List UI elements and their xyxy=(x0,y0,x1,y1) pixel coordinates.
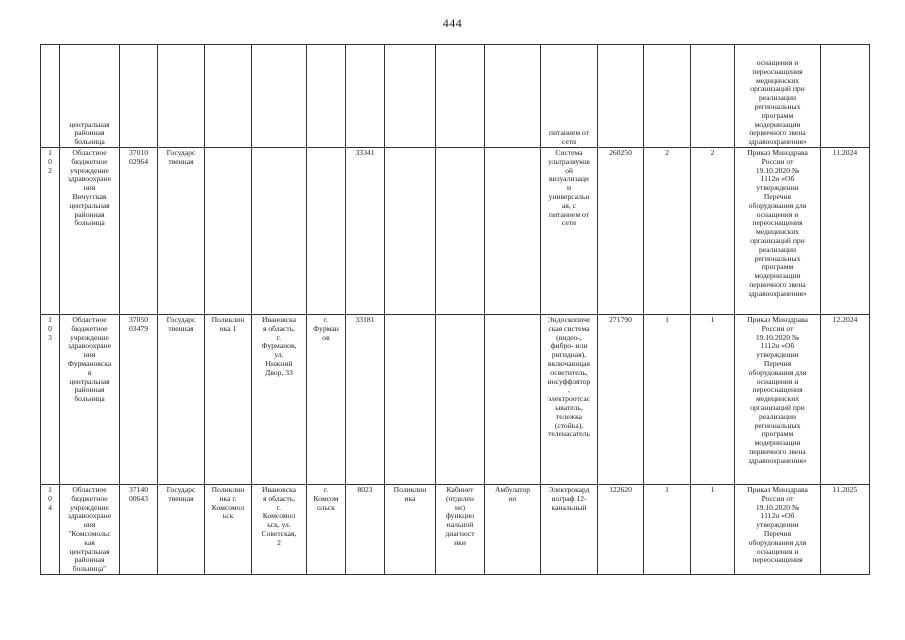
cell-qty-planned: 1 xyxy=(691,315,735,485)
cell-subdivision xyxy=(205,148,252,315)
cell-code: 37010 02964 xyxy=(120,148,158,315)
cell-price: 260250 xyxy=(598,148,644,315)
cell-address xyxy=(252,148,307,315)
cell-city xyxy=(307,45,346,148)
cell-ownership: Государс твенная xyxy=(158,315,205,485)
cell-num: 1 0 3 xyxy=(41,315,60,485)
cell-qty-needed: 2 xyxy=(644,148,691,315)
cell-unit xyxy=(385,315,436,485)
cell-qty-planned xyxy=(691,45,735,148)
cell-city: г. Фурман ов xyxy=(307,315,346,485)
cell-legal-basis: Приказ Минздрава России от 19.10.2020 № 1112н «Об утверждении Перечня оборудования для оснащения и переоснащения медицинских организаций при реализации региональных программ модернизации первичного звена здравоохранения» xyxy=(735,148,821,315)
cell-qty-planned: 1 xyxy=(691,485,735,575)
cell-date: 11.2025 xyxy=(821,485,870,575)
cell-equipment: питанием от сети xyxy=(541,45,598,148)
table-row xyxy=(41,315,870,485)
cell-price: 122620 xyxy=(598,485,644,575)
cell-subdivision xyxy=(205,45,252,148)
cell-equipment: Система ультразвуков ой визуализаци и универсальн ая, с питанием от сети xyxy=(541,148,598,315)
cell-equipment: Электрокард иограф 12- канальный xyxy=(541,485,598,575)
cell-population: 8023 xyxy=(346,485,385,575)
cell-price xyxy=(598,45,644,148)
cell-unit: Поликлин ика xyxy=(385,485,436,575)
cell-care-form xyxy=(485,148,541,315)
cell-subdivision: Поликлин ика г. Комсомол ьск xyxy=(205,485,252,575)
cell-date: 11.2024 xyxy=(821,148,870,315)
cell-subdivision: Поликлин ика 1 xyxy=(205,315,252,485)
cell-num: 1 0 4 xyxy=(41,485,60,575)
cell-institution: центральная районная больница xyxy=(60,45,120,148)
cell-institution: Областное бюджетное учреждение здравоохране ния "Комсомольс кая центральная районная больница" xyxy=(60,485,120,575)
table-row xyxy=(41,45,870,148)
cell-date xyxy=(821,45,870,148)
cell-unit xyxy=(385,45,436,148)
cell-code: 37050 03479 xyxy=(120,315,158,485)
table-row xyxy=(41,148,870,315)
cell-legal-basis: оснащения и переоснащения медицинских организаций при реализации региональных программ модернизации первичного звена здравоохранения» xyxy=(735,45,821,148)
cell-legal-basis: Приказ Минздрава России от 19.10.2020 № 1112н «Об утверждении Перечня оборудования для оснащения и переоснащения медицинских организаций при реализации региональных программ модернизации первичного звена здравоохранения» xyxy=(735,315,821,485)
table-row xyxy=(41,485,870,575)
page-number: 444 xyxy=(442,16,463,30)
cell-population: 33181 xyxy=(346,315,385,485)
cell-address xyxy=(252,45,307,148)
cell-ownership xyxy=(158,45,205,148)
cell-code: 37140 00643 xyxy=(120,485,158,575)
cell-population xyxy=(346,45,385,148)
equipment-register-table xyxy=(40,44,870,575)
cell-ownership: Государс твенная xyxy=(158,485,205,575)
cell-qty-needed: 1 xyxy=(644,485,691,575)
cell-department xyxy=(436,45,485,148)
cell-price: 271790 xyxy=(598,315,644,485)
cell-unit xyxy=(385,148,436,315)
cell-code xyxy=(120,45,158,148)
cell-legal-basis: Приказ Минздрава России от 19.10.2020 № 1112н «Об утверждении Перечня оборудования для оснащения и переоснащения xyxy=(735,485,821,575)
cell-qty-needed: 1 xyxy=(644,315,691,485)
cell-ownership: Государс твенная xyxy=(158,148,205,315)
cell-care-form xyxy=(485,315,541,485)
cell-department: Кабинет (отделен ие) функцио нальной диагност ики xyxy=(436,485,485,575)
cell-institution: Областное бюджетное учреждение здравоохране ния Вичугская центральная районная больница xyxy=(60,148,120,315)
cell-department xyxy=(436,148,485,315)
cell-address: Ивановска я область, г. Комсомол ьск, ул. Советская, 2 xyxy=(252,485,307,575)
cell-num xyxy=(41,45,60,148)
cell-city: г. Комсом ольск xyxy=(307,485,346,575)
cell-care-form xyxy=(485,45,541,148)
cell-equipment: Эндоскопиче ская система (видео-, фибро- или ригидная), включающая осветитель, инсуффлятор , электроотсас ыватель, тележка (стойка), теленасатель xyxy=(541,315,598,485)
cell-city xyxy=(307,148,346,315)
cell-date: 12.2024 xyxy=(821,315,870,485)
cell-department xyxy=(436,315,485,485)
cell-institution: Областное бюджетное учреждение здравоохране ния Фурмановска я центральная районная больница xyxy=(60,315,120,485)
cell-address: Ивановска я область, г. Фурманов, ул. Нижний Двор, 33 xyxy=(252,315,307,485)
cell-num: 1 0 2 xyxy=(41,148,60,315)
cell-qty-needed xyxy=(644,45,691,148)
cell-qty-planned: 2 xyxy=(691,148,735,315)
cell-population: 33341 xyxy=(346,148,385,315)
cell-care-form: Амбулатор но xyxy=(485,485,541,575)
